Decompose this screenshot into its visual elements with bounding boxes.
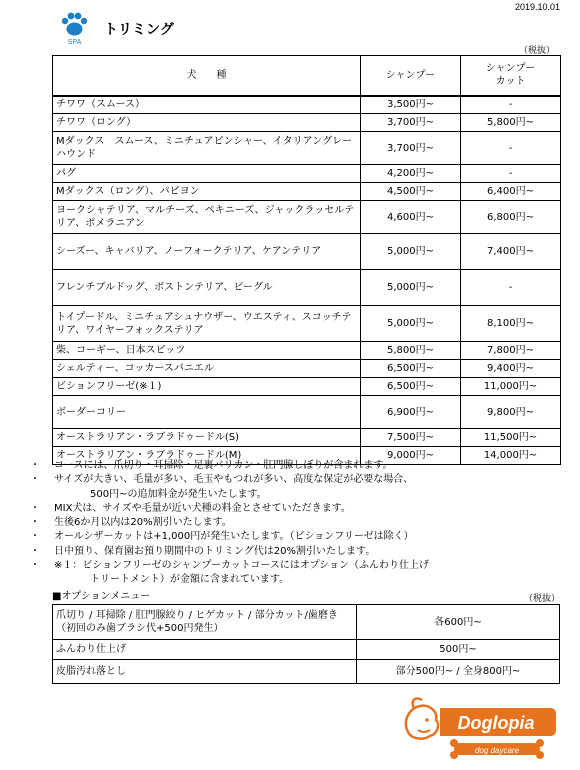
options-title: ■オプションメニュー	[52, 591, 151, 602]
cut-price: 9,400円~	[461, 360, 561, 378]
cut-price: -	[461, 132, 561, 165]
breed-cell: フレンチブルドッグ、ボストンテリア、ビーグル	[53, 270, 361, 306]
shampoo-price: 3,500円~	[361, 96, 461, 114]
table-row	[53, 429, 561, 447]
note-item: ・ ※１：ビションフリーゼのシャンプーカットコースにはオプション（ふんわり仕上げ	[30, 559, 570, 573]
table-row	[53, 605, 560, 640]
table-row	[53, 234, 561, 270]
table-row	[53, 396, 561, 429]
breed-cell: Mダックス スムース、ミニチュアピンシャー、イタリアングレーハウンド	[53, 132, 361, 165]
table-row	[53, 270, 561, 306]
dog-head-icon	[406, 698, 438, 738]
breed-cell: オーストラリアン・ラブラドゥードル(M)	[53, 447, 361, 465]
table-row	[53, 660, 560, 684]
column-header-shampoo-cut: シャンプー カット	[461, 56, 561, 96]
shampoo-price: 4,600円~	[361, 201, 461, 234]
option-item: 爪切り / 耳掃除 / 肛門腺絞り / ヒゲカット / 部分カット/歯磨き（初回のみ歯ブラシ代+500円発生）	[53, 605, 357, 640]
cut-price: 11,500円~	[461, 429, 561, 447]
breed-cell: パグ	[53, 165, 361, 183]
option-price: 部分500円~ / 全身800円~	[357, 660, 560, 684]
brand-name: Doglopia	[457, 713, 535, 733]
note-item-continued: トリートメント）が金額に含まれています。	[90, 574, 290, 586]
price-table	[52, 55, 561, 465]
option-item: 皮脂汚れ落とし	[53, 660, 357, 684]
note-item: ・ MIX犬は、サイズや毛量が近い犬種の料金とさせていただきます。	[30, 502, 570, 516]
cut-price: 5,800円~	[461, 114, 561, 132]
note-item: ・ 生後6か月以内は20%割引いたします。	[30, 516, 570, 530]
price-table-header	[53, 56, 561, 96]
brand-tagline: dog daycare	[474, 746, 520, 755]
note-item: ・ コースには、爪切り・耳掃除・足裏バリカン・肛門腺しぼりが含まれます。	[30, 459, 570, 473]
table-row	[53, 378, 561, 396]
paw-logo-icon	[60, 12, 88, 46]
options-tax-note: （税抜）	[523, 594, 560, 604]
table-row	[53, 342, 561, 360]
breed-cell: Mダックス（ロング）、パピヨン	[53, 183, 361, 201]
shampoo-price: 5,800円~	[361, 342, 461, 360]
table-row	[53, 201, 561, 234]
breed-cell: トイプードル、ミニチュアシュナウザー、ウエスティ、スコッチテリア、ワイヤーフォックステリア	[53, 306, 361, 342]
table-row	[53, 96, 561, 114]
breed-cell: ボーダーコリー	[53, 396, 361, 429]
shampoo-price: 3,700円~	[361, 114, 461, 132]
breed-cell: シーズー、キャバリア、ノーフォークテリア、ケアンテリア	[53, 234, 361, 270]
cut-price: -	[461, 96, 561, 114]
cut-price: 7,800円~	[461, 342, 561, 360]
issue-date: 2019.10.01	[514, 2, 560, 12]
shampoo-price: 6,900円~	[361, 396, 461, 429]
shampoo-price: 3,700円~	[361, 132, 461, 165]
cut-price: 14,000円~	[461, 447, 561, 465]
option-price: 各600円~	[357, 605, 560, 640]
page-title: トリミング	[104, 22, 174, 38]
breed-cell: ビションフリーゼ(※１)	[53, 378, 361, 396]
cut-price: 6,400円~	[461, 183, 561, 201]
shampoo-price: 5,000円~	[361, 270, 461, 306]
note-item-continued: 500円~の追加料金が発生いたします。	[90, 488, 267, 500]
cut-price: 8,100円~	[461, 306, 561, 342]
breed-cell: チワワ（スムース）	[53, 96, 361, 114]
table-row	[53, 183, 561, 201]
shampoo-price: 6,500円~	[361, 360, 461, 378]
cut-price: -	[461, 165, 561, 183]
breed-cell: ヨークシャテリア、マルチーズ、ペキニーズ、ジャックラッセルテリア、ポメラニアン	[53, 201, 361, 234]
notes-list	[30, 459, 570, 588]
note-item: ・ 日中預り、保育園お預り期間中のトリミング代は20%割引いたします。	[30, 545, 570, 559]
table-row	[53, 114, 561, 132]
options-table	[52, 604, 560, 684]
shampoo-price: 5,000円~	[361, 306, 461, 342]
breed-cell: チワワ（ロング）	[53, 114, 361, 132]
cut-price: 6,800円~	[461, 201, 561, 234]
option-price: 500円~	[357, 640, 560, 660]
note-item: ・ サイズが大きい、毛量が多い、毛玉やもつれが多い、高度な保定が必要な場合、	[30, 473, 570, 487]
svg-text:SPA: SPA	[67, 39, 82, 46]
cut-price: -	[461, 270, 561, 306]
breed-cell: シェルティー、コッカースパニエル	[53, 360, 361, 378]
note-item: ・ オールシザーカットは+1,000円が発生いたします。（ビションフリーゼは除く）	[30, 530, 570, 544]
cut-price: 7,400円~	[461, 234, 561, 270]
table-row	[53, 360, 561, 378]
table-row	[53, 306, 561, 342]
option-item: ふんわり仕上げ	[53, 640, 357, 660]
shampoo-price: 7,500円~	[361, 429, 461, 447]
breed-cell: 柴、コーギー、日本スピッツ	[53, 342, 361, 360]
column-header-shampoo: シャンプー	[361, 56, 461, 96]
breed-cell: オーストラリアン・ラブラドゥードル(S)	[53, 429, 361, 447]
table-row	[53, 132, 561, 165]
table-row	[53, 165, 561, 183]
shampoo-price: 4,200円~	[361, 165, 461, 183]
doglopia-logo	[400, 690, 560, 762]
cut-price: 11,000円~	[461, 378, 561, 396]
tax-note: （税抜）	[518, 46, 555, 56]
shampoo-price: 9,000円~	[361, 447, 461, 465]
shampoo-price: 6,500円~	[361, 378, 461, 396]
column-header-breed: 犬 種	[53, 56, 361, 96]
shampoo-price: 5,000円~	[361, 234, 461, 270]
shampoo-price: 4,500円~	[361, 183, 461, 201]
table-row	[53, 640, 560, 660]
cut-price: 9,800円~	[461, 396, 561, 429]
